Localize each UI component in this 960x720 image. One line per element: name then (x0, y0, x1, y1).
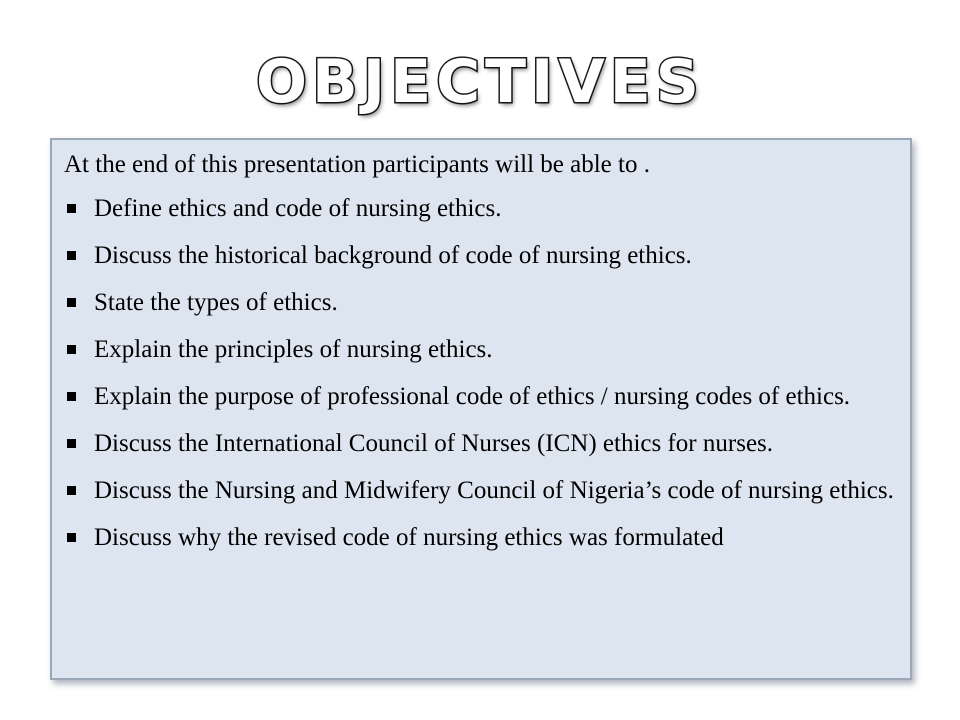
objective-item (64, 380, 896, 413)
square-bullet-icon (67, 533, 76, 542)
objective-text: Discuss why the revised code of nursing ethics was formulated (94, 524, 724, 551)
square-bullet-icon (67, 486, 76, 495)
objective-item (64, 521, 896, 554)
objective-item (64, 427, 896, 460)
slide-title-text: OBJECTIVES (256, 47, 704, 117)
objective-text: State the types of ethics. (94, 289, 338, 316)
slide-title (0, 47, 960, 117)
objective-item (64, 192, 896, 225)
square-bullet-icon (67, 251, 76, 260)
square-bullet-icon (67, 439, 76, 448)
objective-item (64, 286, 896, 319)
objective-item (64, 474, 896, 507)
square-bullet-icon (67, 392, 76, 401)
objectives-list (64, 192, 896, 554)
intro-text: At the end of this presentation participants will be able to . (64, 151, 650, 178)
objective-text: Discuss the historical background of code of nursing ethics. (94, 242, 692, 269)
objective-text: Discuss the Nursing and Midwifery Council of Nigeria’s code of nursing ethics. (94, 477, 894, 504)
objective-text: Discuss the International Council of Nurses (ICN) ethics for nurses. (94, 430, 774, 457)
square-bullet-icon (67, 204, 76, 213)
objectives-box (50, 138, 912, 680)
objective-item (64, 333, 896, 366)
objective-text: Define ethics and code of nursing ethics. (94, 195, 502, 222)
square-bullet-icon (67, 345, 76, 354)
objective-text: Explain the purpose of professional code of ethics / nursing codes of ethics. (94, 383, 851, 410)
objective-item (64, 239, 896, 272)
objective-text: Explain the principles of nursing ethics. (94, 336, 493, 363)
square-bullet-icon (67, 298, 76, 307)
